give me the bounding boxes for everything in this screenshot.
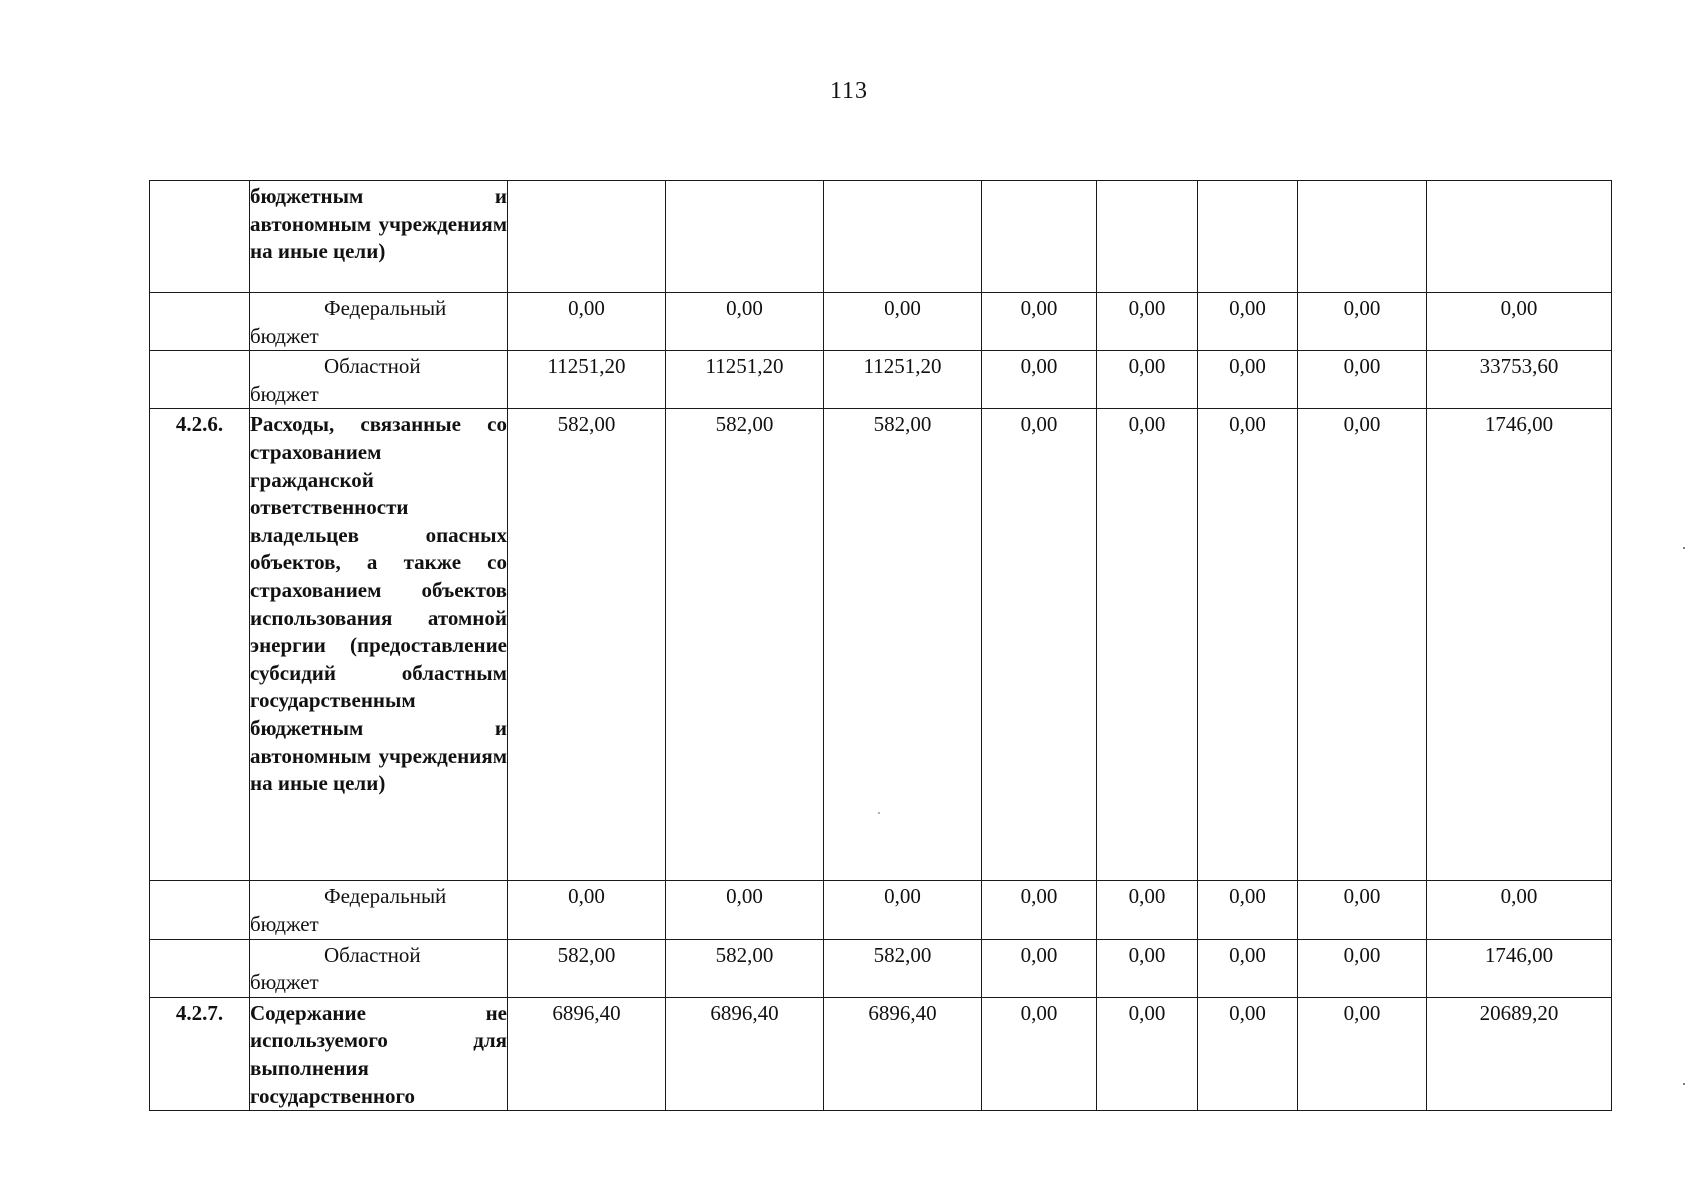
value-cell: 0,00 [1198,881,1298,939]
table-row [150,351,1612,409]
row-name-line2: бюджет [250,323,319,348]
value-cell [1298,181,1427,293]
value-cell: 0,00 [982,997,1097,1110]
value-cell: 0,00 [1298,939,1427,997]
total-cell [1427,181,1612,293]
row-name-line1: Федеральный [324,884,447,909]
total-cell: 20689,20 [1427,997,1612,1110]
value-cell [666,181,824,293]
row-number [150,939,250,997]
value-cell: 582,00 [508,409,666,881]
value-cell: 0,00 [1097,939,1198,997]
value-cell: 0,00 [982,351,1097,409]
value-cell: 11251,20 [666,351,824,409]
row-number: 4.2.7. [150,997,250,1110]
row-name: Содержание не используемого для выполнения государственного [250,997,508,1110]
scan-speck [1683,1083,1685,1085]
page-number: 113 [829,78,869,104]
value-cell: 582,00 [824,409,982,881]
value-cell: 0,00 [1298,351,1427,409]
row-name-line1: Федеральный [324,296,447,320]
row-name-line2: бюджет [250,381,319,406]
value-cell: 6896,40 [824,997,982,1110]
row-name-line2: бюджет [250,970,319,995]
total-cell: 33753,60 [1427,351,1612,409]
table-row [150,997,1612,1110]
row-name [250,351,508,409]
table-row [150,939,1612,997]
value-cell [982,181,1097,293]
value-cell: 582,00 [666,409,824,881]
scan-speck [878,812,880,814]
value-cell: 0,00 [1097,351,1198,409]
value-cell: 0,00 [1198,939,1298,997]
row-name [250,939,508,997]
value-cell: 0,00 [666,293,824,351]
value-cell [508,181,666,293]
value-cell: 0,00 [982,881,1097,939]
row-name-line2: бюджет [250,911,319,936]
scan-speck [1683,547,1685,549]
value-cell: 0,00 [1097,997,1198,1110]
value-cell: 0,00 [1198,293,1298,351]
value-cell: 0,00 [982,293,1097,351]
value-cell: 0,00 [982,409,1097,881]
value-cell [824,181,982,293]
value-cell: 11251,20 [508,351,666,409]
row-number: 4.2.6. [150,409,250,881]
value-cell: 11251,20 [824,351,982,409]
value-cell: 582,00 [508,939,666,997]
row-number [150,881,250,939]
value-cell: 582,00 [666,939,824,997]
row-name [250,881,508,939]
value-cell: 0,00 [1298,409,1427,881]
value-cell: 0,00 [824,293,982,351]
row-number [150,351,250,409]
row-number [150,293,250,351]
value-cell: 0,00 [1097,409,1198,881]
value-cell: 0,00 [1198,997,1298,1110]
value-cell: 0,00 [508,293,666,351]
value-cell: 582,00 [824,939,982,997]
total-cell: 0,00 [1427,881,1612,939]
table-row [150,881,1612,939]
value-cell: 0,00 [1298,293,1427,351]
total-cell: 1746,00 [1427,409,1612,881]
table-row [150,293,1612,351]
value-cell: 6896,40 [666,997,824,1110]
total-cell: 1746,00 [1427,939,1612,997]
row-name-line1: Областной [324,354,421,379]
value-cell: 0,00 [666,881,824,939]
budget-table [149,180,1612,1111]
value-cell: 6896,40 [508,997,666,1110]
row-name: бюджетным и автономным учреждениям на иные цели) [250,181,508,293]
value-cell: 0,00 [824,881,982,939]
total-cell: 0,00 [1427,293,1612,351]
row-name: Расходы, связанные со страхованием гражданской ответственности владельцев опасных объектов, а также со страхованием объектов использования атомной энергии (предоставление субсидий областным государственным бюджетным и автономным учреждениям на иные цели) [250,409,508,881]
row-name [250,293,508,351]
value-cell: 0,00 [982,939,1097,997]
value-cell: 0,00 [1298,881,1427,939]
value-cell: 0,00 [1198,351,1298,409]
table-row [150,409,1612,881]
value-cell: 0,00 [508,881,666,939]
row-number [150,181,250,293]
value-cell: 0,00 [1097,881,1198,939]
row-name-line1: Областной [324,942,421,967]
value-cell [1198,181,1298,293]
value-cell: 0,00 [1097,293,1198,351]
table-row [150,181,1612,293]
value-cell [1097,181,1198,293]
value-cell: 0,00 [1298,997,1427,1110]
value-cell: 0,00 [1198,409,1298,881]
